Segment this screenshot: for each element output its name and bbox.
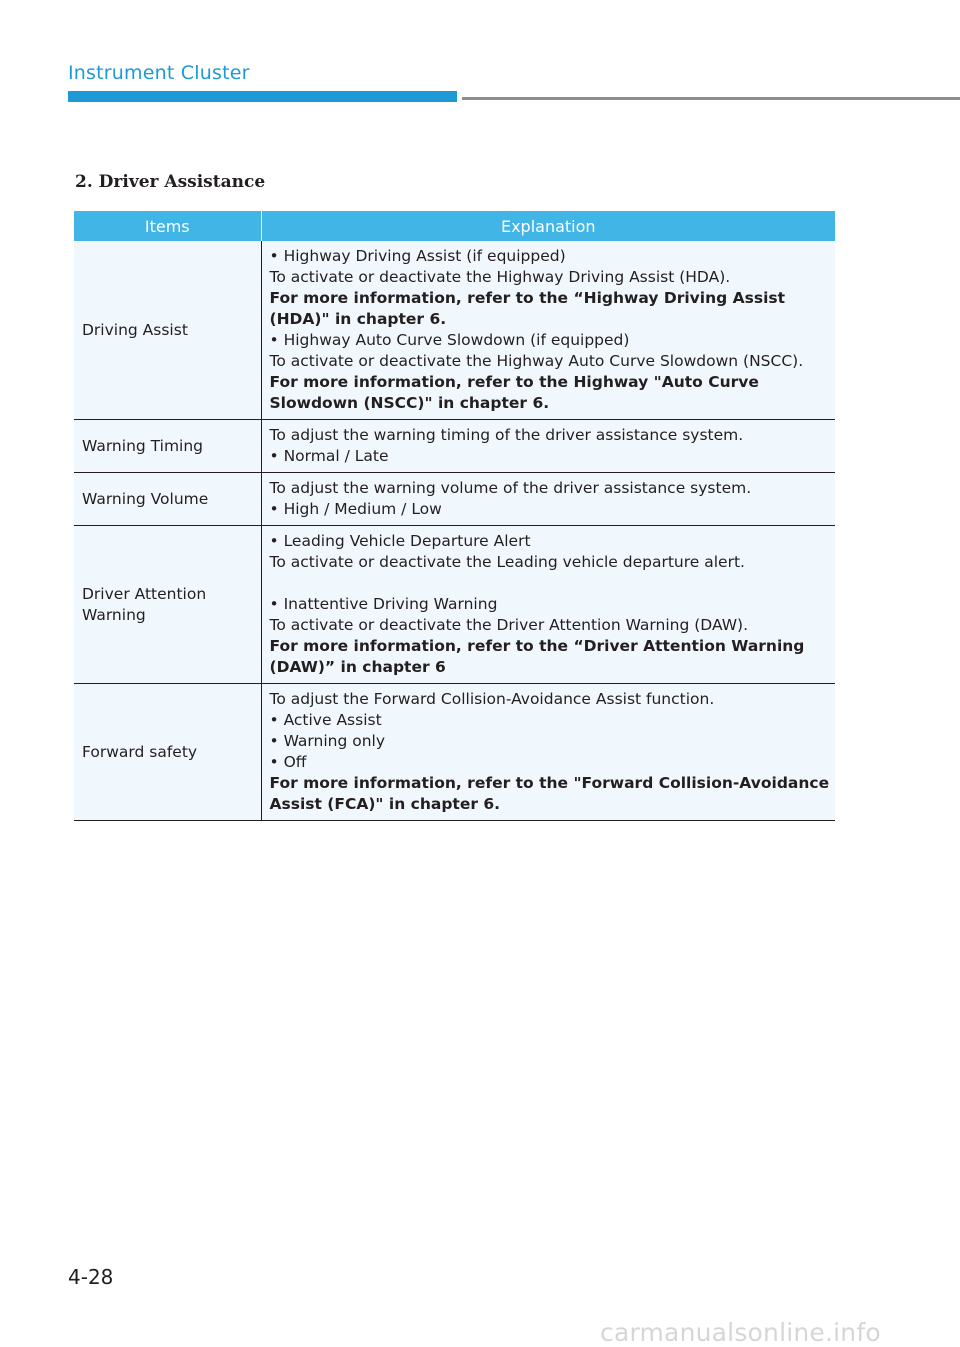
table-header-row (74, 211, 835, 241)
chapter-title: Instrument Cluster (68, 62, 250, 84)
item-warning-volume: Warning Volume (74, 473, 261, 526)
explanation-line: • Warning only (269, 732, 386, 750)
explanation-warning-timing (261, 420, 835, 473)
reference-note: For more information, refer to the "Forward Collision-Avoidance Assist (FCA)" in chapter 6. (269, 774, 830, 813)
explanation-driving-assist (261, 241, 835, 420)
table-row (74, 241, 835, 420)
explanation-line: • Inattentive Driving Warning (269, 595, 498, 613)
explanation-line: • Normal / Late (269, 447, 389, 465)
column-header-explanation: Explanation (261, 211, 835, 241)
explanation-line: • Highway Auto Curve Slowdown (if equipped) (269, 331, 630, 349)
page-number: 4-28 (68, 1265, 114, 1289)
driver-assistance-table (74, 211, 835, 821)
reference-note: For more information, refer to the “Highway Driving Assist (HDA)" in chapter 6. (269, 289, 786, 328)
explanation-line: • Leading Vehicle Departure Alert (269, 532, 531, 550)
explanation-line: To activate or deactivate the Leading vehicle departure alert. (269, 553, 745, 571)
explanation-driver-attention-warning (261, 526, 835, 684)
section-heading: 2. Driver Assistance (75, 172, 266, 192)
explanation-warning-volume (261, 473, 835, 526)
explanation-line: • High / Medium / Low (269, 500, 442, 518)
explanation-line: To adjust the warning timing of the driver assistance system. (269, 426, 744, 444)
explanation-line: To activate or deactivate the Driver Attention Warning (DAW). (269, 616, 749, 634)
explanation-line: To adjust the warning volume of the driver assistance system. (269, 479, 752, 497)
header-accent-bar (68, 91, 457, 102)
explanation-line: To activate or deactivate the Highway Auto Curve Slowdown (NSCC). (269, 352, 804, 370)
item-forward-safety: Forward safety (74, 684, 261, 821)
explanation-line: To adjust the Forward Collision-Avoidance Assist function. (269, 690, 715, 708)
explanation-line: • Highway Driving Assist (if equipped) (269, 247, 566, 265)
table-row (74, 684, 835, 821)
blank-line (270, 573, 832, 594)
explanation-forward-safety (261, 684, 835, 821)
explanation-line: • Active Assist (269, 711, 382, 729)
explanation-line: To activate or deactivate the Highway Driving Assist (HDA). (269, 268, 731, 286)
reference-note: For more information, refer to the “Driver Attention Warning (DAW)” in chapter 6 (269, 637, 805, 676)
item-warning-timing: Warning Timing (74, 420, 261, 473)
table-row (74, 526, 835, 684)
watermark-text: carmanualsonline.info (600, 1318, 881, 1347)
explanation-line: • Off (269, 753, 307, 771)
header-divider-line (462, 97, 960, 100)
item-driver-attention-warning: Driver Attention Warning (74, 526, 261, 684)
column-header-items: Items (74, 211, 261, 241)
table-row (74, 420, 835, 473)
reference-note: For more information, refer to the Highway "Auto Curve Slowdown (NSCC)" in chapter 6. (269, 373, 759, 412)
table-row (74, 473, 835, 526)
item-driving-assist: Driving Assist (74, 241, 261, 420)
